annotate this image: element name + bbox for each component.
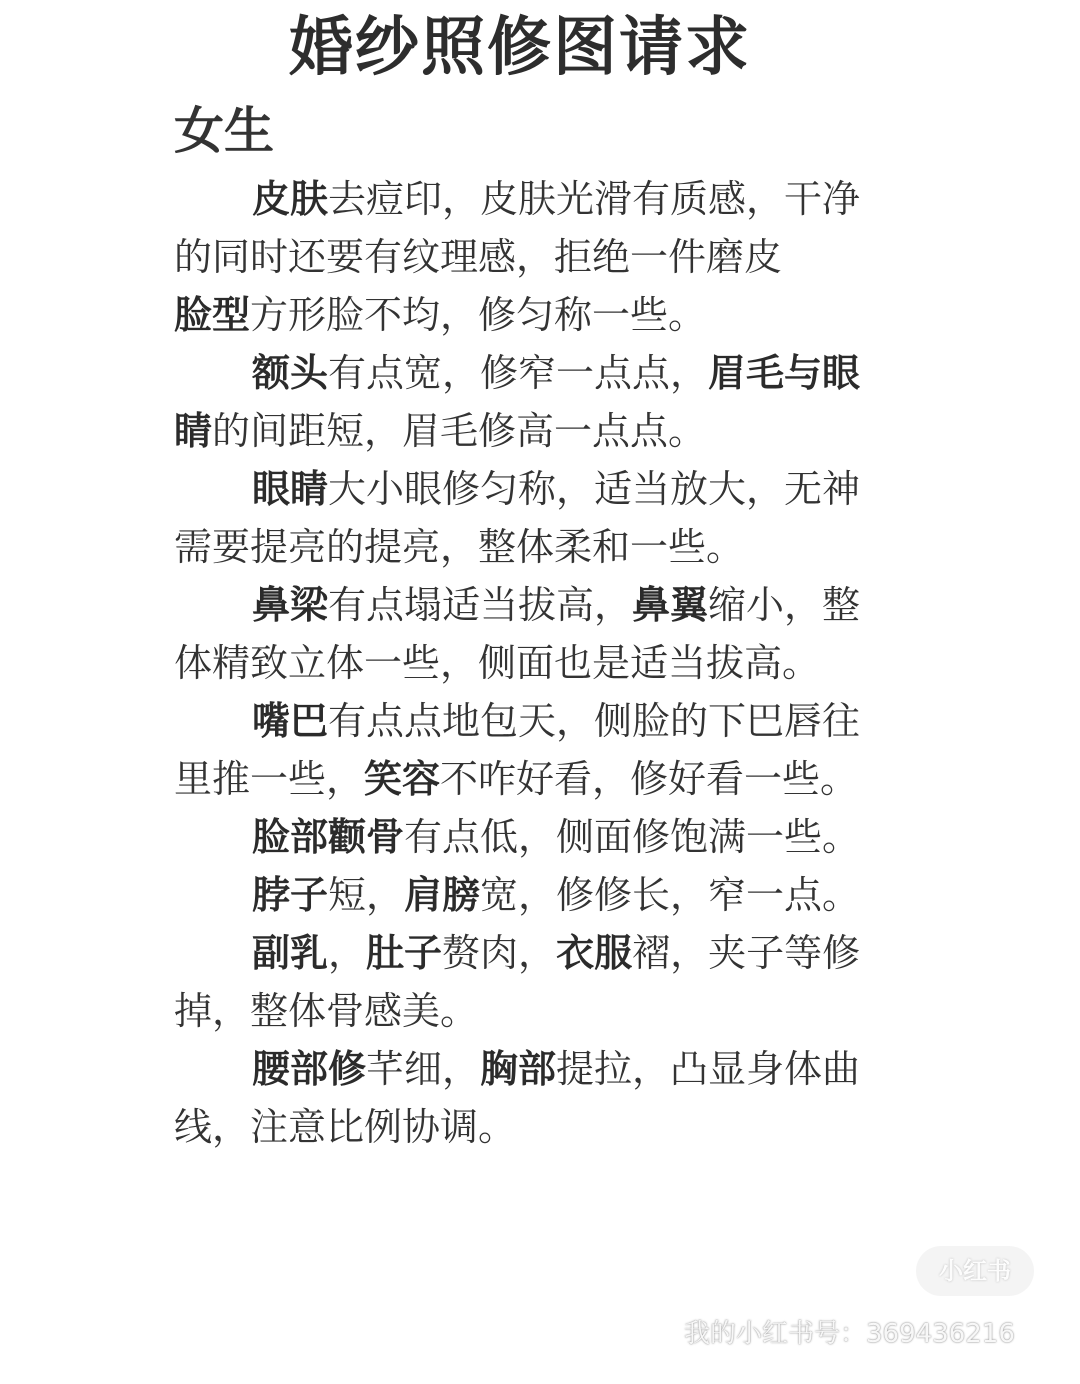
paragraph xyxy=(174,808,894,866)
paragraph-text: 不咋好看，修好看一些。 xyxy=(440,757,859,801)
paragraph xyxy=(174,1040,894,1156)
paragraph-text: 短， xyxy=(328,873,405,917)
section-heading: 女生 xyxy=(174,102,274,160)
watermark-id: 我的小红书号：369436216 xyxy=(684,1319,1015,1349)
paragraph-text: 有点低，侧面修饱满一些。 xyxy=(404,815,861,859)
bold-keyword: 衣服 xyxy=(556,931,633,975)
bold-keyword: 脸部颧骨 xyxy=(252,815,405,859)
paragraph xyxy=(174,924,894,1040)
paragraph-text: 宽，修修长，窄一点。 xyxy=(480,873,861,917)
bold-keyword: 皮肤 xyxy=(252,177,329,221)
bold-keyword: 眉毛与眼睛 xyxy=(174,351,861,453)
paragraph-text: 方形脸不均，修匀称一些。 xyxy=(250,293,707,337)
bold-keyword: 胸部 xyxy=(480,1047,557,1091)
paragraph xyxy=(174,692,894,808)
paragraph-text: 褶，夹子等修掉，整体骨感美。 xyxy=(174,931,861,1033)
bold-keyword: 眼睛 xyxy=(252,467,329,511)
paragraph-text: 有点宽，修窄一点点， xyxy=(328,351,709,395)
paragraph-text: 赘肉， xyxy=(442,931,557,975)
watermark-logo: 小红书 xyxy=(916,1246,1034,1296)
bold-keyword: 鼻翼 xyxy=(632,583,709,627)
body-text xyxy=(174,170,894,1156)
paragraph xyxy=(174,286,894,344)
bold-keyword: 嘴巴 xyxy=(252,699,329,743)
paragraph xyxy=(174,460,894,576)
bold-keyword: 脸型 xyxy=(174,293,251,337)
paragraph-text: ， xyxy=(328,931,367,975)
paragraph-text: 芊细， xyxy=(366,1047,481,1091)
paragraph-text: 缩小，整体精致立体一些，侧面也是适当拔高。 xyxy=(174,583,861,685)
bold-keyword: 脖子 xyxy=(252,873,329,917)
paragraph-text: 有点塌适当拔高， xyxy=(328,583,633,627)
paragraph xyxy=(174,576,894,692)
paragraph-text: 提拉，凸显身体曲线，注意比例协调。 xyxy=(174,1047,861,1149)
bold-keyword: 副乳 xyxy=(252,931,329,975)
page-title: 婚纱照修图请求 xyxy=(289,11,751,85)
bold-keyword: 腰部修 xyxy=(252,1047,367,1091)
paragraph-text: 的间距短，眉毛修高一点点。 xyxy=(212,409,707,453)
paragraph-text: 去痘印，皮肤光滑有质感，干净的同时还要有纹理感，拒绝一件磨皮 xyxy=(174,177,861,279)
bold-keyword: 鼻梁 xyxy=(252,583,329,627)
paragraph xyxy=(174,170,894,286)
paragraph xyxy=(174,344,894,460)
bold-keyword: 肚子 xyxy=(366,931,443,975)
bold-keyword: 肩膀 xyxy=(404,873,481,917)
bold-keyword: 额头 xyxy=(252,351,329,395)
bold-keyword: 笑容 xyxy=(364,757,441,801)
paragraph-text: 大小眼修匀称，适当放大，无神需要提亮的提亮，整体柔和一些。 xyxy=(174,467,861,569)
paragraph-text: 有点点地包天，侧脸的下巴唇往里推一些， xyxy=(174,699,861,801)
paragraph xyxy=(174,866,894,924)
